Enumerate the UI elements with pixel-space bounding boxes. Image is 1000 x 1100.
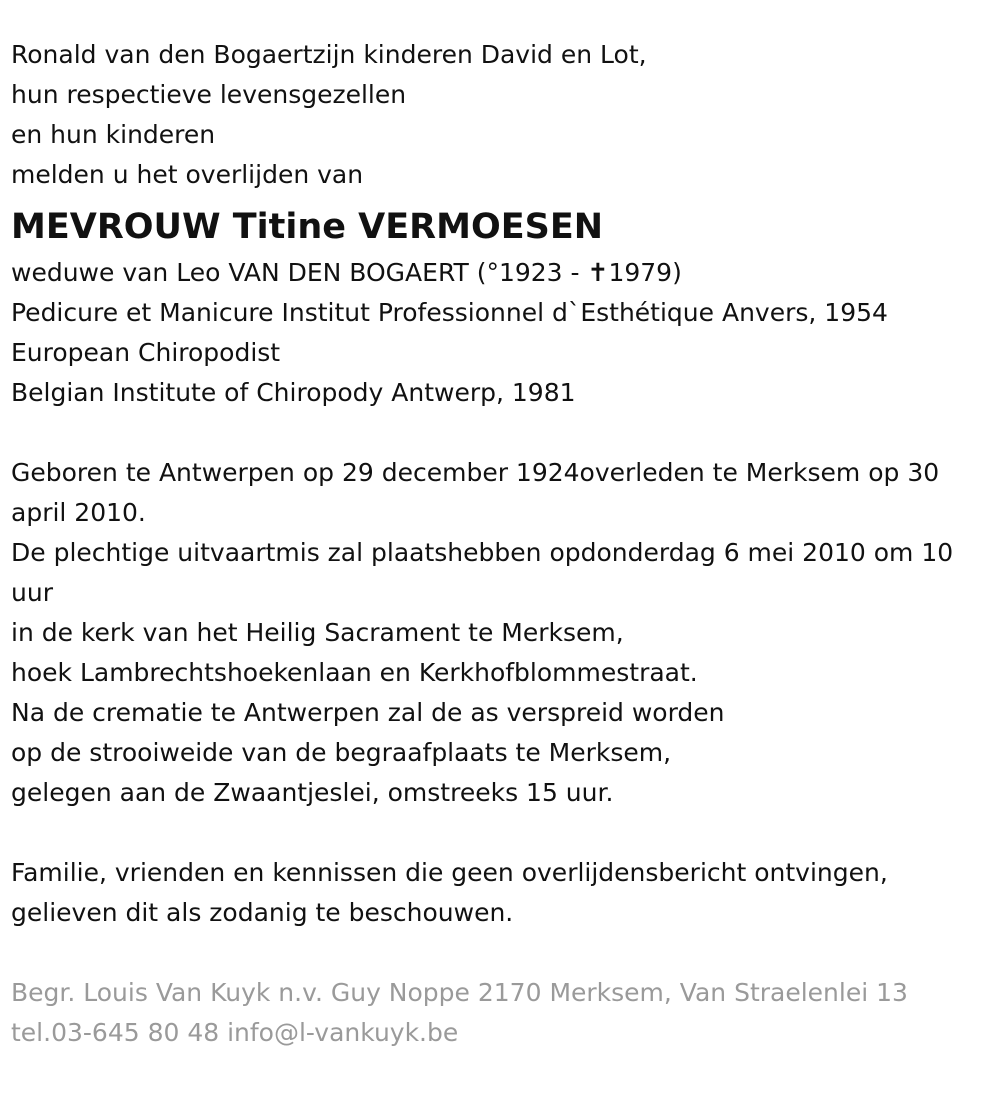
intro-section	[11, 35, 976, 195]
location-time-line: gelegen aan de Zwaantjeslei, omstreeks 15 uur.	[11, 778, 614, 807]
deceased-name: MEVROUW Titine VERMOESEN	[11, 207, 604, 247]
service-line: De plechtige uitvaartmis zal plaatshebben opdonderdag 6 mei 2010 om 10 uur	[11, 538, 954, 607]
cremation-line: Na de crematie te Antwerpen zal de as verspreid worden	[11, 698, 725, 727]
qualification-line-1: Pedicure et Manicure Institut Professionnel d`Esthétique Anvers, 1954	[11, 298, 888, 327]
funeral-section	[11, 453, 976, 813]
widow-of-line: weduwe van Leo VAN DEN BOGAERT (°1923 - ✝1979)	[11, 258, 682, 287]
funeral-home-address: Begr. Louis Van Kuyk n.v. Guy Noppe 2170 Merksem, Van Straelenlei 13	[11, 978, 908, 1007]
funeral-home-footer	[11, 973, 976, 1053]
spacer	[11, 813, 976, 853]
deceased-section	[11, 195, 976, 413]
intro-line-4: melden u het overlijden van	[11, 160, 364, 189]
funeral-home-contact: tel.03-645 80 48 info@l-vankuyk.be	[11, 1018, 459, 1047]
intro-line-1: Ronald van den Bogaertzijn kinderen David en Lot,	[11, 40, 647, 69]
intro-line-2: hun respectieve levensgezellen	[11, 80, 407, 109]
qualification-line-3: Belgian Institute of Chiropody Antwerp, 1981	[11, 378, 576, 407]
church-line: in de kerk van het Heilig Sacrament te Merksem,	[11, 618, 624, 647]
spacer	[11, 933, 976, 973]
spacer	[11, 413, 976, 453]
notice-line-1: Familie, vrienden en kennissen die geen overlijdensbericht ontvingen,	[11, 858, 888, 887]
qualification-line-2: European Chiropodist	[11, 338, 281, 367]
intro-line-3: en hun kinderen	[11, 120, 216, 149]
notice-section	[11, 853, 976, 933]
birth-death-line: Geboren te Antwerpen op 29 december 1924overleden te Merksem op 30 april 2010.	[11, 458, 940, 527]
notice-line-2: gelieven dit als zodanig te beschouwen.	[11, 898, 514, 927]
corner-line: hoek Lambrechtshoekenlaan en Kerkhofblommestraat.	[11, 658, 698, 687]
scattering-line: op de strooiweide van de begraafplaats te Merksem,	[11, 738, 672, 767]
